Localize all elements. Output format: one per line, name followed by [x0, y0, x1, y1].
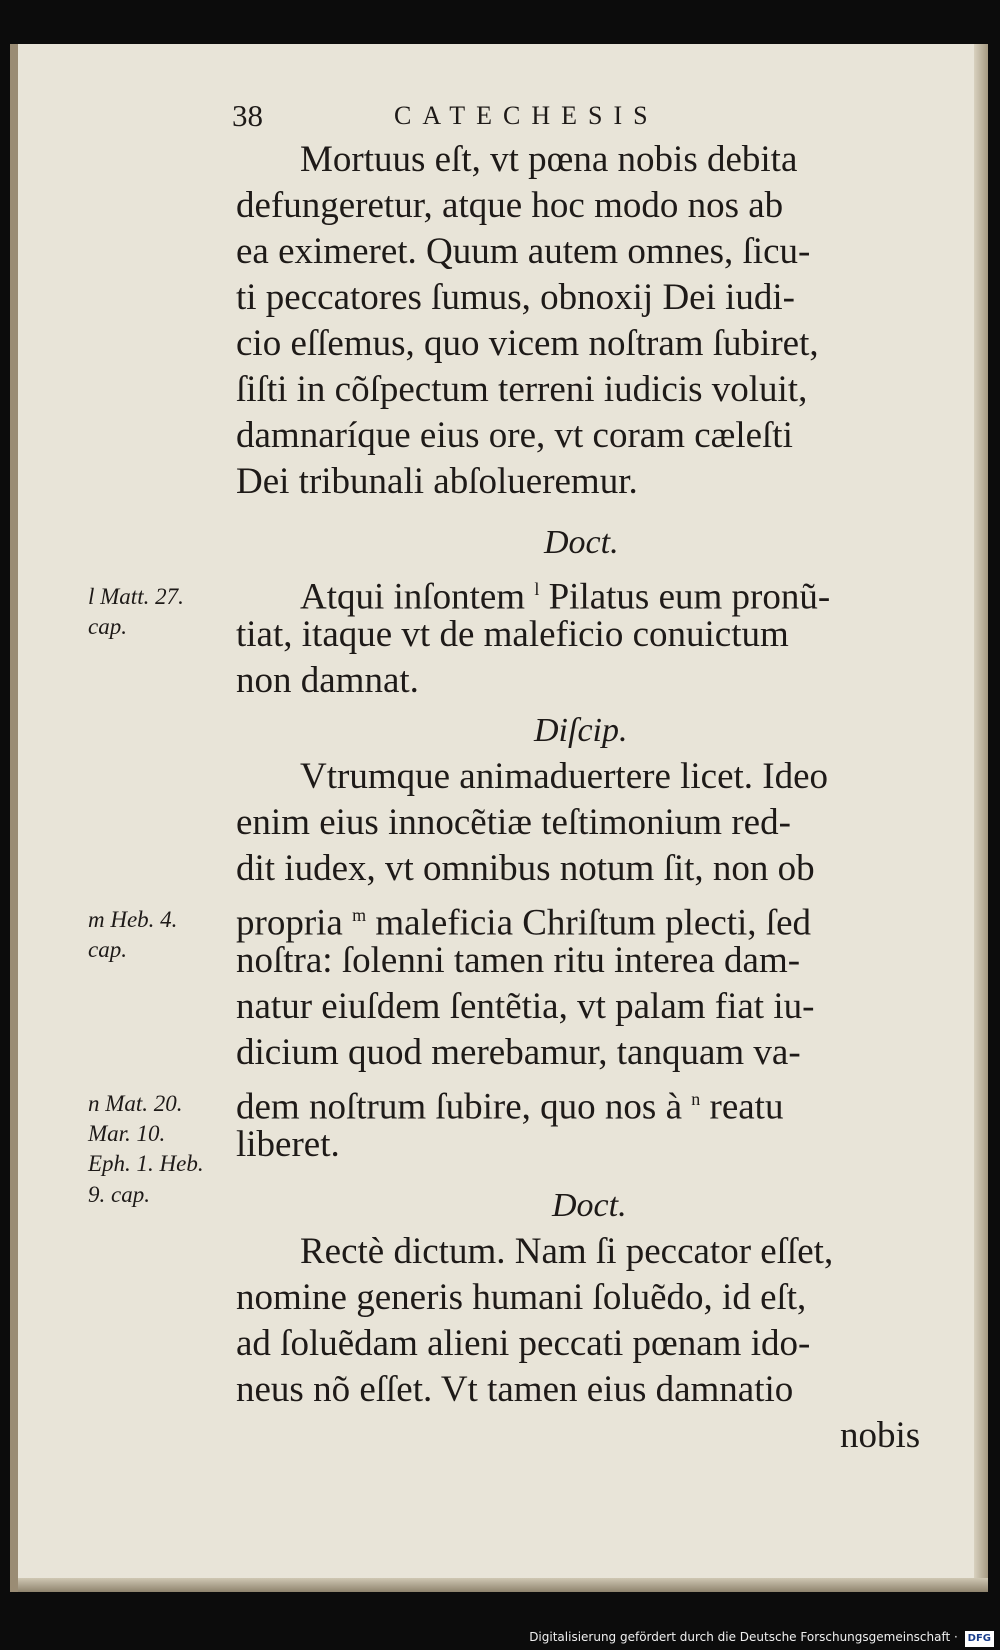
margin-note: n Mat. 20.: [88, 1091, 183, 1116]
text-line: ti peccatores ſumus, obnoxij Dei iudi-: [236, 277, 795, 318]
margin-note: m Heb. 4.: [88, 907, 178, 932]
text-line: neus nõ eſſet. Vt tamen eius damnatio: [236, 1369, 794, 1410]
text-line: dicium quod merebamur, tanquam va-: [236, 1032, 801, 1073]
text-fragment: Pilatus eum pronũ-: [548, 576, 831, 618]
speaker-label-doct: Doct.: [552, 1187, 627, 1224]
speaker-label-discip: Diſcip.: [534, 712, 628, 749]
running-title: CATECHESIS: [394, 101, 659, 130]
text-line: cio eſſemus, quo vicem noſtram ſubiret,: [236, 323, 819, 364]
text-line: defungeretur, atque hoc modo nos ab: [236, 185, 784, 226]
text-fragment: propria: [236, 902, 343, 944]
text-line: natur eiuſdem ſentẽtia, vt palam fiat iu-: [236, 986, 815, 1027]
text-line: Rectè dictum. Nam ſi peccator eſſet,: [300, 1231, 834, 1272]
text-line: liberet.: [236, 1124, 340, 1165]
margin-note: Mar. 10.: [88, 1121, 166, 1146]
credit-text: Digitalisierung gefördert durch die Deutsche Forschungsgemeinschaft ·: [529, 1630, 958, 1644]
text-line: Vtrumque animaduertere licet. Ideo: [300, 756, 829, 797]
text-fragment: Atqui inſontem: [300, 576, 526, 618]
text-line: ſiſti in cõſpectum terreni iudicis voluit,: [236, 369, 808, 410]
dfg-logo-icon: DFG: [965, 1631, 994, 1647]
text-line: tiat, itaque vt de maleficio conuictum: [236, 614, 789, 655]
footnote-marker: m: [352, 905, 367, 925]
text-line: ea eximeret. Quum autem omnes, ſicu-: [236, 231, 811, 272]
text-line: nomine generis humani ſoluẽdo, id eſt,: [236, 1277, 807, 1318]
digitization-credit: [529, 1629, 994, 1647]
text-line: damnaríque eius ore, vt coram cæleſti: [236, 415, 793, 456]
page-number: 38: [232, 98, 263, 133]
text-line: Dei tribunali abſolueremur.: [236, 461, 638, 502]
footnote-marker: n: [691, 1089, 701, 1109]
margin-note: Eph. 1. Heb.: [88, 1151, 204, 1176]
text-fragment: maleficia Chriſtum plecti, ſed: [375, 902, 812, 944]
text-fragment: dem noſtrum ſubire, quo nos à: [236, 1086, 682, 1128]
footnote-marker: l: [534, 579, 540, 599]
page-edge-right: [974, 44, 988, 1592]
text-line: enim eius innocẽtiæ teſtimonium red-: [236, 802, 791, 843]
catchword: nobis: [840, 1415, 921, 1456]
text-line: Mortuus eſt, vt pœna nobis debita: [300, 139, 798, 180]
margin-note: 9. cap.: [88, 1182, 150, 1207]
margin-note: cap.: [88, 937, 127, 962]
text-line: noſtra: ſolenni tamen ritu interea dam-: [236, 940, 801, 981]
text-line: dit iudex, vt omnibus notum ſit, non ob: [236, 848, 815, 889]
margin-note: cap.: [88, 614, 127, 639]
margin-note: l Matt. 27.: [88, 584, 184, 609]
text-fragment: reatu: [709, 1086, 784, 1128]
text-line: ad ſoluẽdam alieni peccati pœnam ido-: [236, 1323, 811, 1364]
page-header: [232, 96, 792, 136]
page-edge-bottom: [18, 1578, 988, 1592]
speaker-label-doct: Doct.: [544, 524, 619, 561]
text-line: non damnat.: [236, 660, 419, 701]
